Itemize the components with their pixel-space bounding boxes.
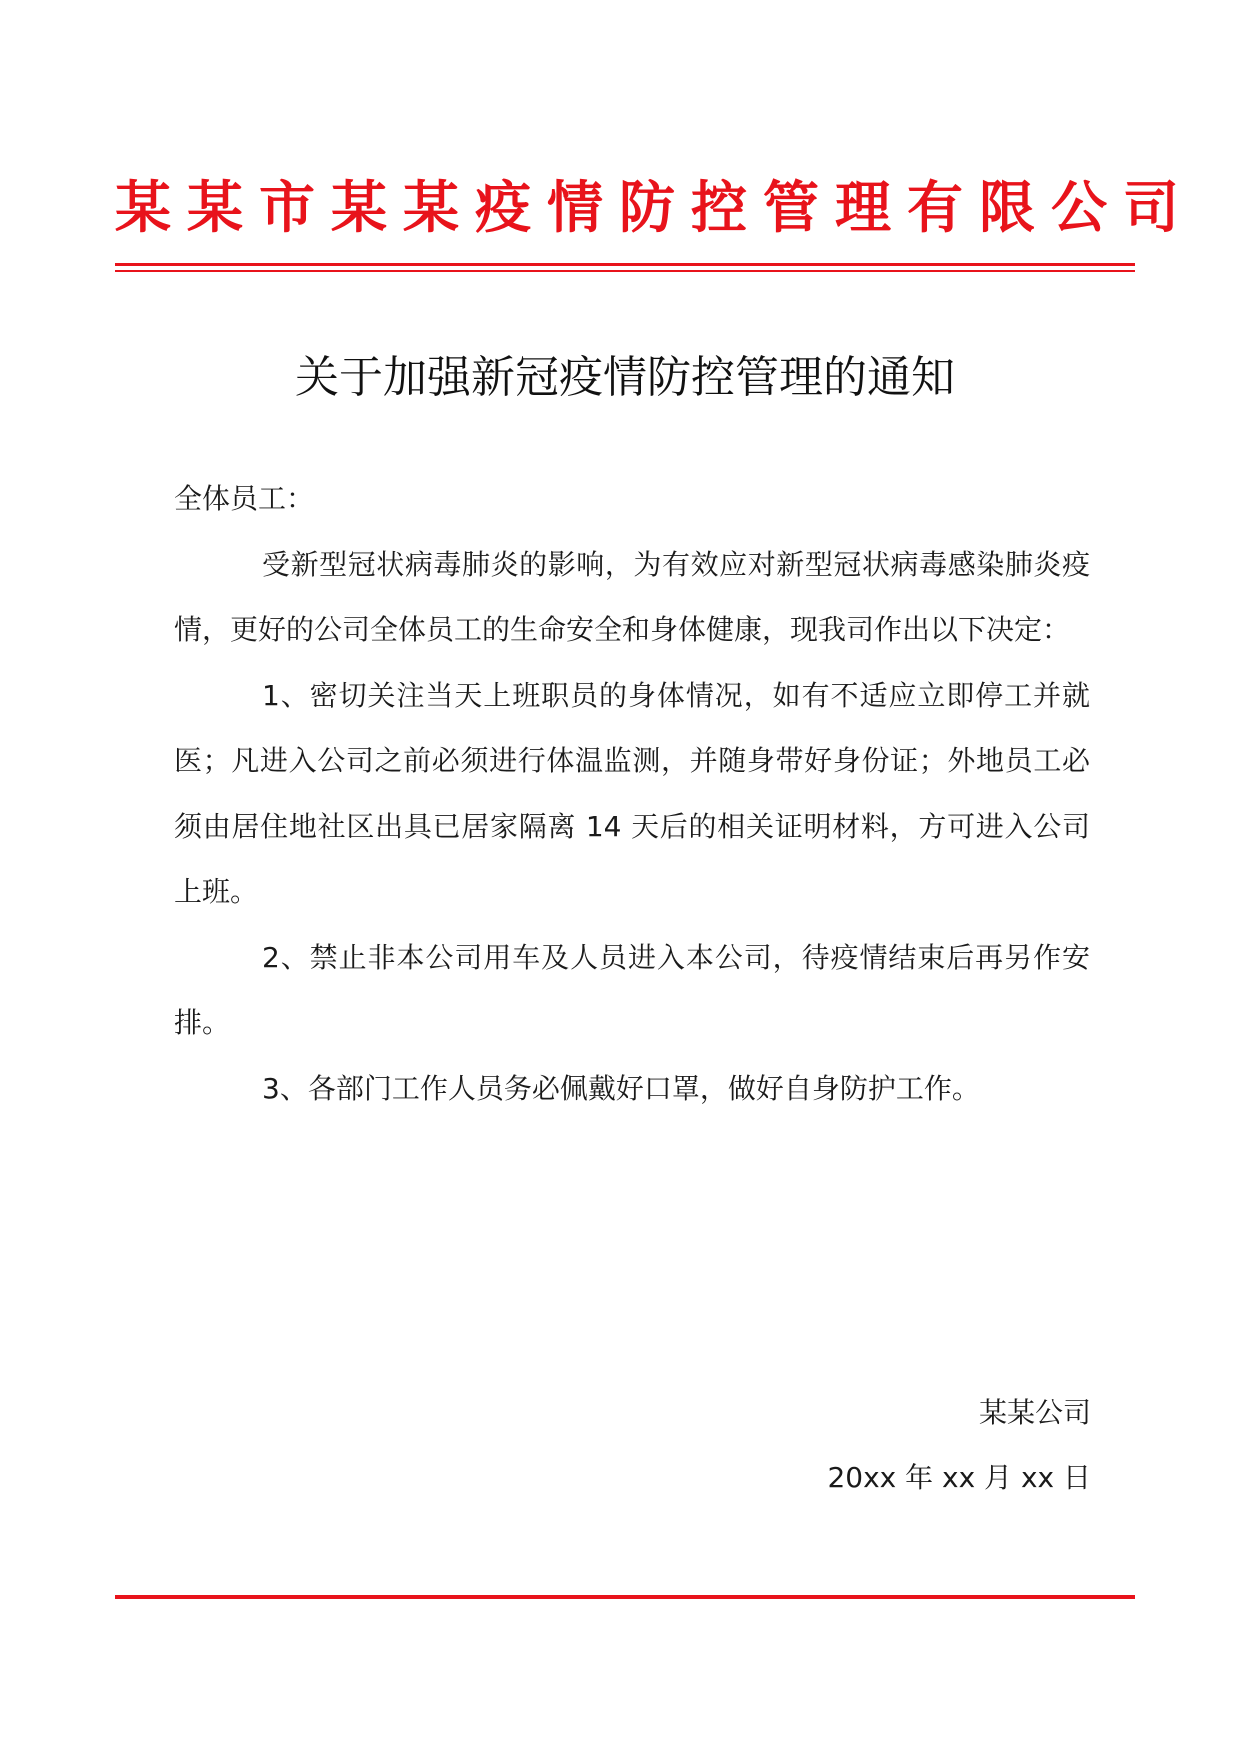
signature-block bbox=[827, 1380, 1091, 1510]
signature-company: 某某公司 bbox=[978, 1396, 1091, 1429]
paragraph-item-1: 1、密切关注当天上班职员的身体情况，如有不适应立即停工并就医；凡进入公司之前必须进行体温监测，并随身带好身份证；外地员工必须由居住地社区出具已居家隔离 14 天后的相关证明材料，方可进入公司上班。 bbox=[174, 678, 1090, 908]
header-rule-thin bbox=[115, 270, 1135, 272]
document-title: 关于加强新冠疫情防控管理的通知 bbox=[295, 352, 955, 403]
header-rule-thick bbox=[115, 263, 1135, 266]
document-body bbox=[174, 466, 1090, 1121]
salutation: 全体员工： bbox=[174, 482, 315, 515]
paragraph-item-2: 2、禁止非本公司用车及人员进入本公司，待疫情结束后再另作安排。 bbox=[174, 940, 1090, 1039]
organization-header: 某某市某某疫情防控管理有限公司 bbox=[115, 175, 1195, 241]
footer-rule bbox=[115, 1595, 1135, 1599]
signature-date: 20xx 年 xx 月 xx 日 bbox=[827, 1461, 1091, 1494]
paragraph-intro: 受新型冠状病毒肺炎的影响，为有效应对新型冠状病毒感染肺炎疫情，更好的公司全体员工的生命安全和身体健康，现我司作出以下决定： bbox=[174, 547, 1090, 646]
paragraph-item-3: 3、各部门工作人员务必佩戴好口罩，做好自身防护工作。 bbox=[262, 1071, 980, 1105]
